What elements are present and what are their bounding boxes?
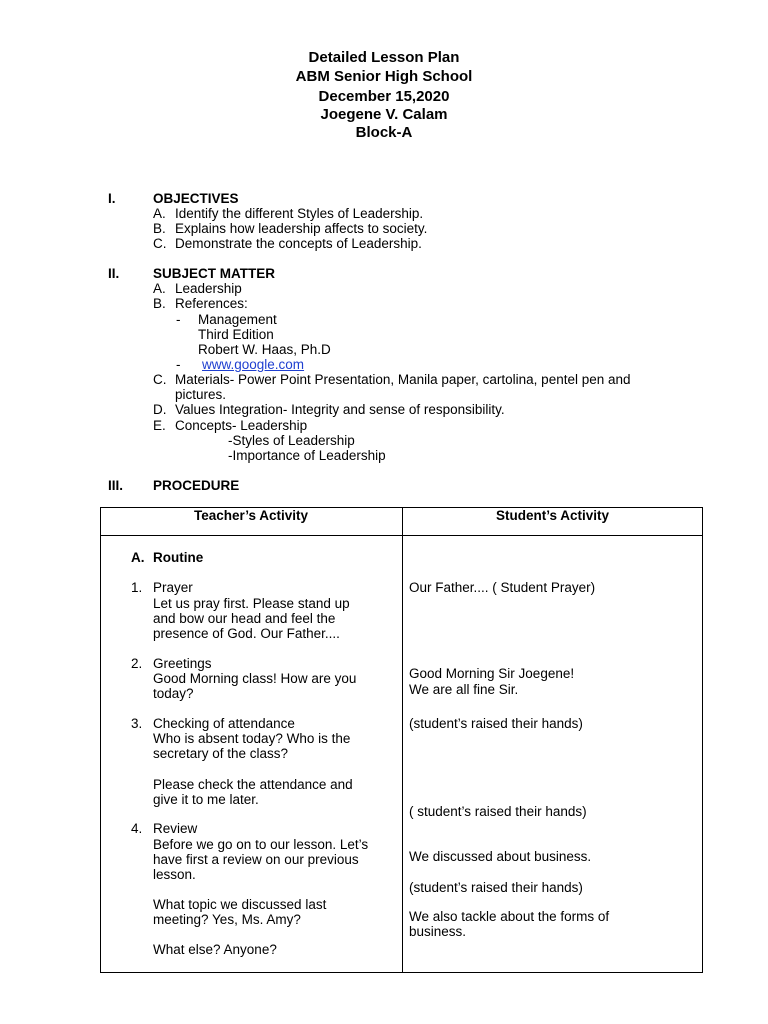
list-letter: B. — [153, 221, 166, 236]
student-line: business. — [409, 924, 467, 939]
subject-item: Values Integration- Integrity and sense of responsibility. — [175, 402, 505, 417]
teacher-line: Prayer — [153, 580, 193, 595]
student-line: We discussed about business. — [409, 849, 592, 864]
teacher-line: give it to me later. — [153, 792, 259, 807]
student-line: Our Father.... ( Student Prayer) — [409, 580, 596, 595]
list-letter: A. — [153, 206, 166, 221]
subject-item: pictures. — [175, 387, 227, 402]
student-line: (student’s raised their hands) — [409, 880, 583, 895]
section-title-subject-matter: SUBJECT MATTER — [153, 266, 276, 281]
teacher-line: Review — [153, 821, 198, 836]
student-line: Good Morning Sir Joegene! — [409, 666, 575, 681]
concept-sub-item: -Importance of Leadership — [228, 448, 386, 463]
student-line: (student’s raised their hands) — [409, 716, 583, 731]
school-name: ABM Senior High School — [295, 68, 473, 85]
table-header-divider — [100, 535, 703, 536]
teacher-line: today? — [153, 686, 194, 701]
teacher-line: Let us pray first. Please stand up — [153, 596, 350, 611]
subject-item: References: — [175, 296, 248, 311]
reference-line: Robert W. Haas, Ph.D — [198, 342, 331, 357]
student-line: We are all fine Sir. — [409, 682, 519, 697]
teacher-line: Who is absent today? Who is the — [153, 731, 351, 746]
subject-item: Concepts- Leadership — [175, 418, 308, 433]
objective-item: Demonstrate the concepts of Leadership. — [175, 236, 422, 251]
teacher-name: Joegene V. Calam — [320, 106, 448, 123]
subject-item: Materials- Power Point Presentation, Manila paper, cartolina, pentel pen and — [175, 372, 631, 387]
list-letter: B. — [153, 296, 166, 311]
teacher-line: Good Morning class! How are you — [153, 671, 357, 686]
teacher-line: secretary of the class? — [153, 746, 289, 761]
teacher-line: have first a review on our previous — [153, 852, 359, 867]
section-title-objectives: OBJECTIVES — [153, 191, 239, 206]
section-numeral: II. — [108, 266, 120, 281]
teacher-line: Greetings — [153, 656, 212, 671]
block-name: Block-A — [355, 124, 413, 141]
list-letter: A. — [153, 281, 166, 296]
objective-item: Explains how leadership affects to society. — [175, 221, 428, 236]
list-letter: E. — [153, 418, 166, 433]
section-numeral: III. — [108, 478, 124, 493]
teacher-line: What topic we discussed last — [153, 897, 327, 912]
section-numeral: I. — [108, 191, 116, 206]
list-letter: C. — [153, 372, 167, 387]
reference-link[interactable]: www.google.com — [202, 357, 305, 372]
table-header-teacher: Teacher’s Activity — [193, 508, 309, 523]
concept-sub-item: -Styles of Leadership — [228, 433, 355, 448]
student-line: We also tackle about the forms of — [409, 909, 610, 924]
table-header-student: Student’s Activity — [495, 508, 610, 523]
reference-line: Management — [198, 312, 277, 327]
teacher-line: Please check the attendance and — [153, 777, 353, 792]
routine-title: Routine — [153, 550, 204, 565]
list-letter: D. — [153, 402, 167, 417]
step-number: 4. — [131, 821, 143, 836]
step-number: 1. — [131, 580, 143, 595]
routine-letter: A. — [131, 550, 145, 565]
teacher-line: Checking of attendance — [153, 716, 295, 731]
doc-title: Detailed Lesson Plan — [308, 49, 460, 66]
student-line: ( student’s raised their hands) — [409, 804, 587, 819]
teacher-line: and bow our head and feel the — [153, 611, 336, 626]
step-number: 3. — [131, 716, 143, 731]
teacher-line: presence of God. Our Father.... — [153, 626, 340, 641]
teacher-line: Before we go on to our lesson. Let’s — [153, 837, 369, 852]
reference-dash: - — [176, 357, 181, 372]
teacher-line: What else? Anyone? — [153, 942, 277, 957]
teacher-line: meeting? Yes, Ms. Amy? — [153, 912, 301, 927]
objective-item: Identify the different Styles of Leadership. — [175, 206, 424, 221]
teacher-line: lesson. — [153, 867, 196, 882]
reference-line: Third Edition — [198, 327, 274, 342]
section-title-procedure: PROCEDURE — [153, 478, 240, 493]
step-number: 2. — [131, 656, 143, 671]
list-letter: C. — [153, 236, 167, 251]
subject-item: Leadership — [175, 281, 242, 296]
doc-date: December 15,2020 — [318, 88, 450, 105]
table-column-divider — [402, 507, 403, 973]
reference-dash: - — [176, 312, 181, 327]
